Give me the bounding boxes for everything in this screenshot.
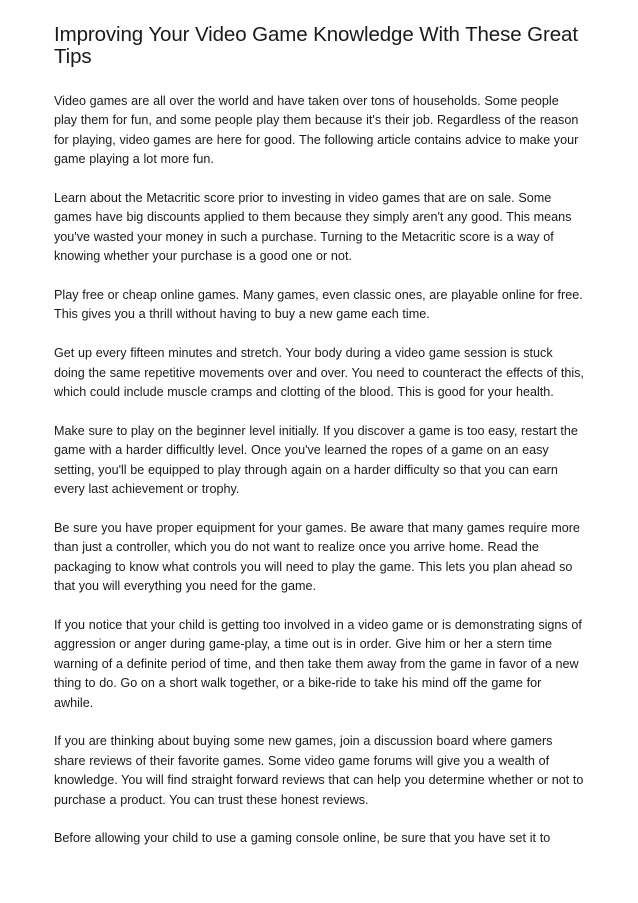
paragraph-stretch: Get up every fifteen minutes and stretch. Your body during a video game session is stuck doing the same repetitive movements over and over. You need to counteract the effects of this, which could include muscle cramps and clotting of the blood. This is good for your health.: [54, 346, 584, 400]
paragraph-metacritic: Learn about the Metacritic score prior to investing in video games that are on sale. Some games have big discounts applied to them because they simply aren't any good. This means you've wasted your money in such a purchase. Turning to the Metacritic score is a way of knowing whether your purchase is a good one or not.: [54, 191, 572, 264]
paragraph-equipment: Be sure you have proper equipment for your games. Be aware that many games require more than just a controller, which you do not want to realize once you arrive home. Read the packaging to know what controls you will need to play the game. This lets you plan ahead so that you will everything you need for the game.: [54, 520, 580, 594]
paragraph-beginner-level: Make sure to play on the beginner level initially. If you discover a game is too easy, restart the game with a harder difficultly level. Once you've learned the ropes of a game on an easy setting, you'll be equipped to play through again on a harder difficulty so that you can earn every last achievement or trophy.: [54, 423, 578, 497]
paragraph-free-games: Play free or cheap online games. Many games, even classic ones, are playable online for free. This gives you a thrill without having to buy a new game each time.: [54, 288, 583, 322]
document-page: [54, 24, 584, 868]
paragraph-time-out: If you notice that your child is getting too involved in a video game or is demonstrating signs of aggression or anger during game-play, a time out is in order. Give him or her a stern time warning of a definite period of time, and then take them away from the game in favor of a new thing to do. Go on a short walk together, or a bike-ride to take his mind off the game for awhile.: [54, 617, 582, 710]
paragraph-discussion-board: If you are thinking about buying some new games, join a discussion board where gamers share reviews of their favorite games. Some video game forums will give you a wealth of knowledge. You will find straight forward reviews that can help you determine whether or not to purchase a product. You can trust these honest reviews.: [54, 734, 584, 807]
paragraph-console-online: Before allowing your child to use a gaming console online, be sure that you have set it to: [54, 831, 551, 846]
paragraph-intro: Video games are all over the world and have taken over tons of households. Some people play them for fun, and some people play them because it's their job. Regardless of the reason for playing, video games are here for good. The following article contains advice to make your game playing a lot more fun.: [54, 94, 579, 167]
page-title: Improving Your Video Game Knowledge With These Great Tips: [54, 23, 578, 68]
